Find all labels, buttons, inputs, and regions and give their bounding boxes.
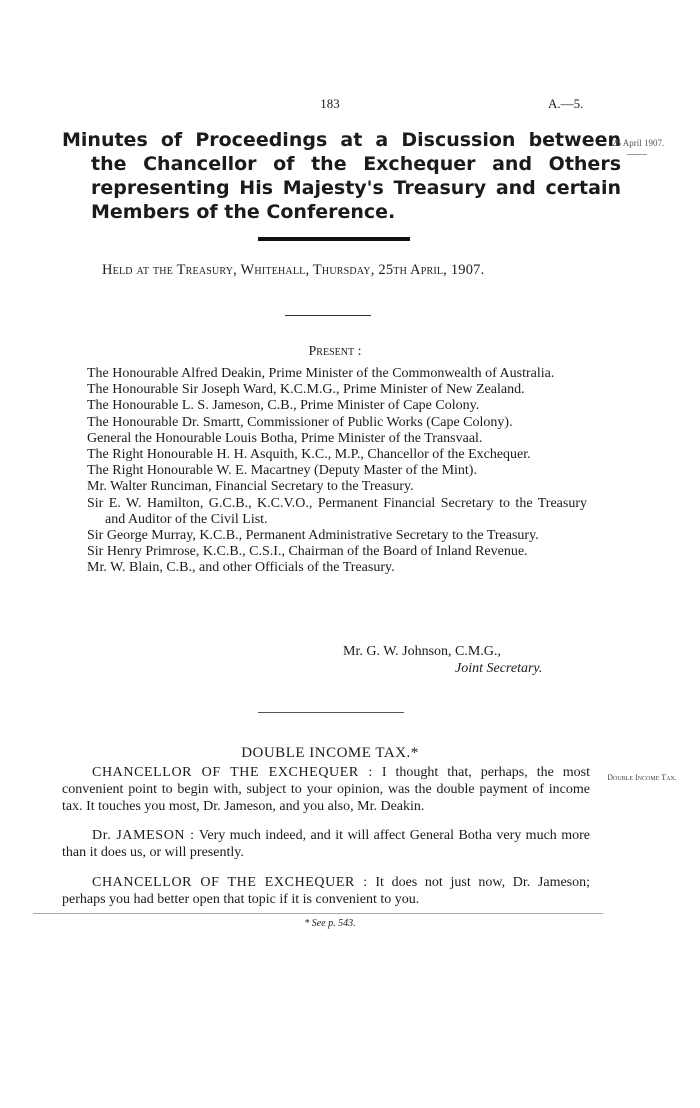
paragraph-text: I thought that, perhaps, the most convenient point to begin with, subject to your opinion, was the double payment of income tax. It touches you most, Dr. Jameson, and you also, Mr. Deakin. xyxy=(62,765,591,814)
present-heading: Present : xyxy=(308,344,362,359)
section-heading: DOUBLE INCOME TAX.* xyxy=(241,745,419,761)
attendee-item: Mr. W. Blain, C.B., and other Officials of the Treasury. xyxy=(87,560,395,576)
margin-note: Double Income Tax. xyxy=(607,773,677,782)
speaker-name: Dr. JAMESON : xyxy=(92,828,195,844)
section-divider xyxy=(285,315,371,316)
discussion-paragraph xyxy=(62,828,590,862)
attendee-item: The Right Honourable W. E. Macartney (Deputy Master of the Mint). xyxy=(87,463,477,479)
paragraph-text: Very much indeed, and it will affect General Botha very much more than it does us, or will presently. xyxy=(62,828,590,861)
attendee-item: The Honourable Sir Joseph Ward, K.C.M.G., Prime Minister of New Zealand. xyxy=(87,382,525,398)
section-divider xyxy=(258,712,404,713)
secretary-name: Mr. G. W. Johnson, C.M.G., xyxy=(343,644,501,659)
footnote: * See p. 543. xyxy=(304,918,356,929)
title-divider xyxy=(258,237,410,241)
attendee-item: Mr. Walter Runciman, Financial Secretary to the Treasury. xyxy=(87,479,414,495)
attendee-item: The Right Honourable H. H. Asquith, K.C., M.P., Chancellor of the Exchequer. xyxy=(87,447,531,463)
attendee-item: General the Honourable Louis Botha, Prime Minister of the Transvaal. xyxy=(87,430,483,446)
attendee-item: The Honourable Dr. Smartt, Commissioner of Public Works (Cape Colony). xyxy=(87,414,513,430)
attendee-item: The Honourable Alfred Deakin, Prime Minister of the Commonwealth of Australia. xyxy=(87,366,555,381)
speaker-name: CHANCELLOR OF THE EXCHEQUER : xyxy=(92,874,368,890)
attendee-item: Sir George Murray, K.C.B., Permanent Administrative Secretary to the Treasury. xyxy=(87,528,539,544)
meeting-location-line: Held at the Treasury, Whitehall, Thursday, 25th April, 1907. xyxy=(102,262,485,278)
speaker-name: CHANCELLOR OF THE EXCHEQUER : xyxy=(92,765,373,780)
document-title: Minutes of Proceedings at a Discussion between the Chancellor of the Exchequer and Others representing His Majesty's Treasury and certain Members of the Conference. xyxy=(62,129,621,223)
margin-date-rule xyxy=(627,154,647,155)
footnote-divider xyxy=(33,913,603,914)
attendee-item: Sir Henry Primrose, K.C.B., C.S.I., Chairman of the Board of Inland Revenue. xyxy=(87,544,528,560)
attendee-item: The Honourable L. S. Jameson, C.B., Prime Minister of Cape Colony. xyxy=(87,398,480,414)
page-number: 183 xyxy=(320,96,340,111)
paragraph-text: It does not just now, Dr. Jameson; perhaps you had better open that topic if it is convenient to you. xyxy=(62,874,591,907)
discussion-paragraph xyxy=(62,875,590,909)
reference-code: A.—5. xyxy=(548,96,584,111)
margin-date: 25 April 1907. xyxy=(612,138,665,148)
secretary-title: Joint Secretary. xyxy=(455,661,543,676)
discussion-body xyxy=(62,765,590,922)
discussion-paragraph xyxy=(62,765,590,815)
attendee-item: Sir E. W. Hamilton, G.C.B., K.C.V.O., Permanent Financial Secretary to the Treasury and Auditor of the Civil List. xyxy=(87,495,587,527)
attendee-list xyxy=(87,366,587,577)
